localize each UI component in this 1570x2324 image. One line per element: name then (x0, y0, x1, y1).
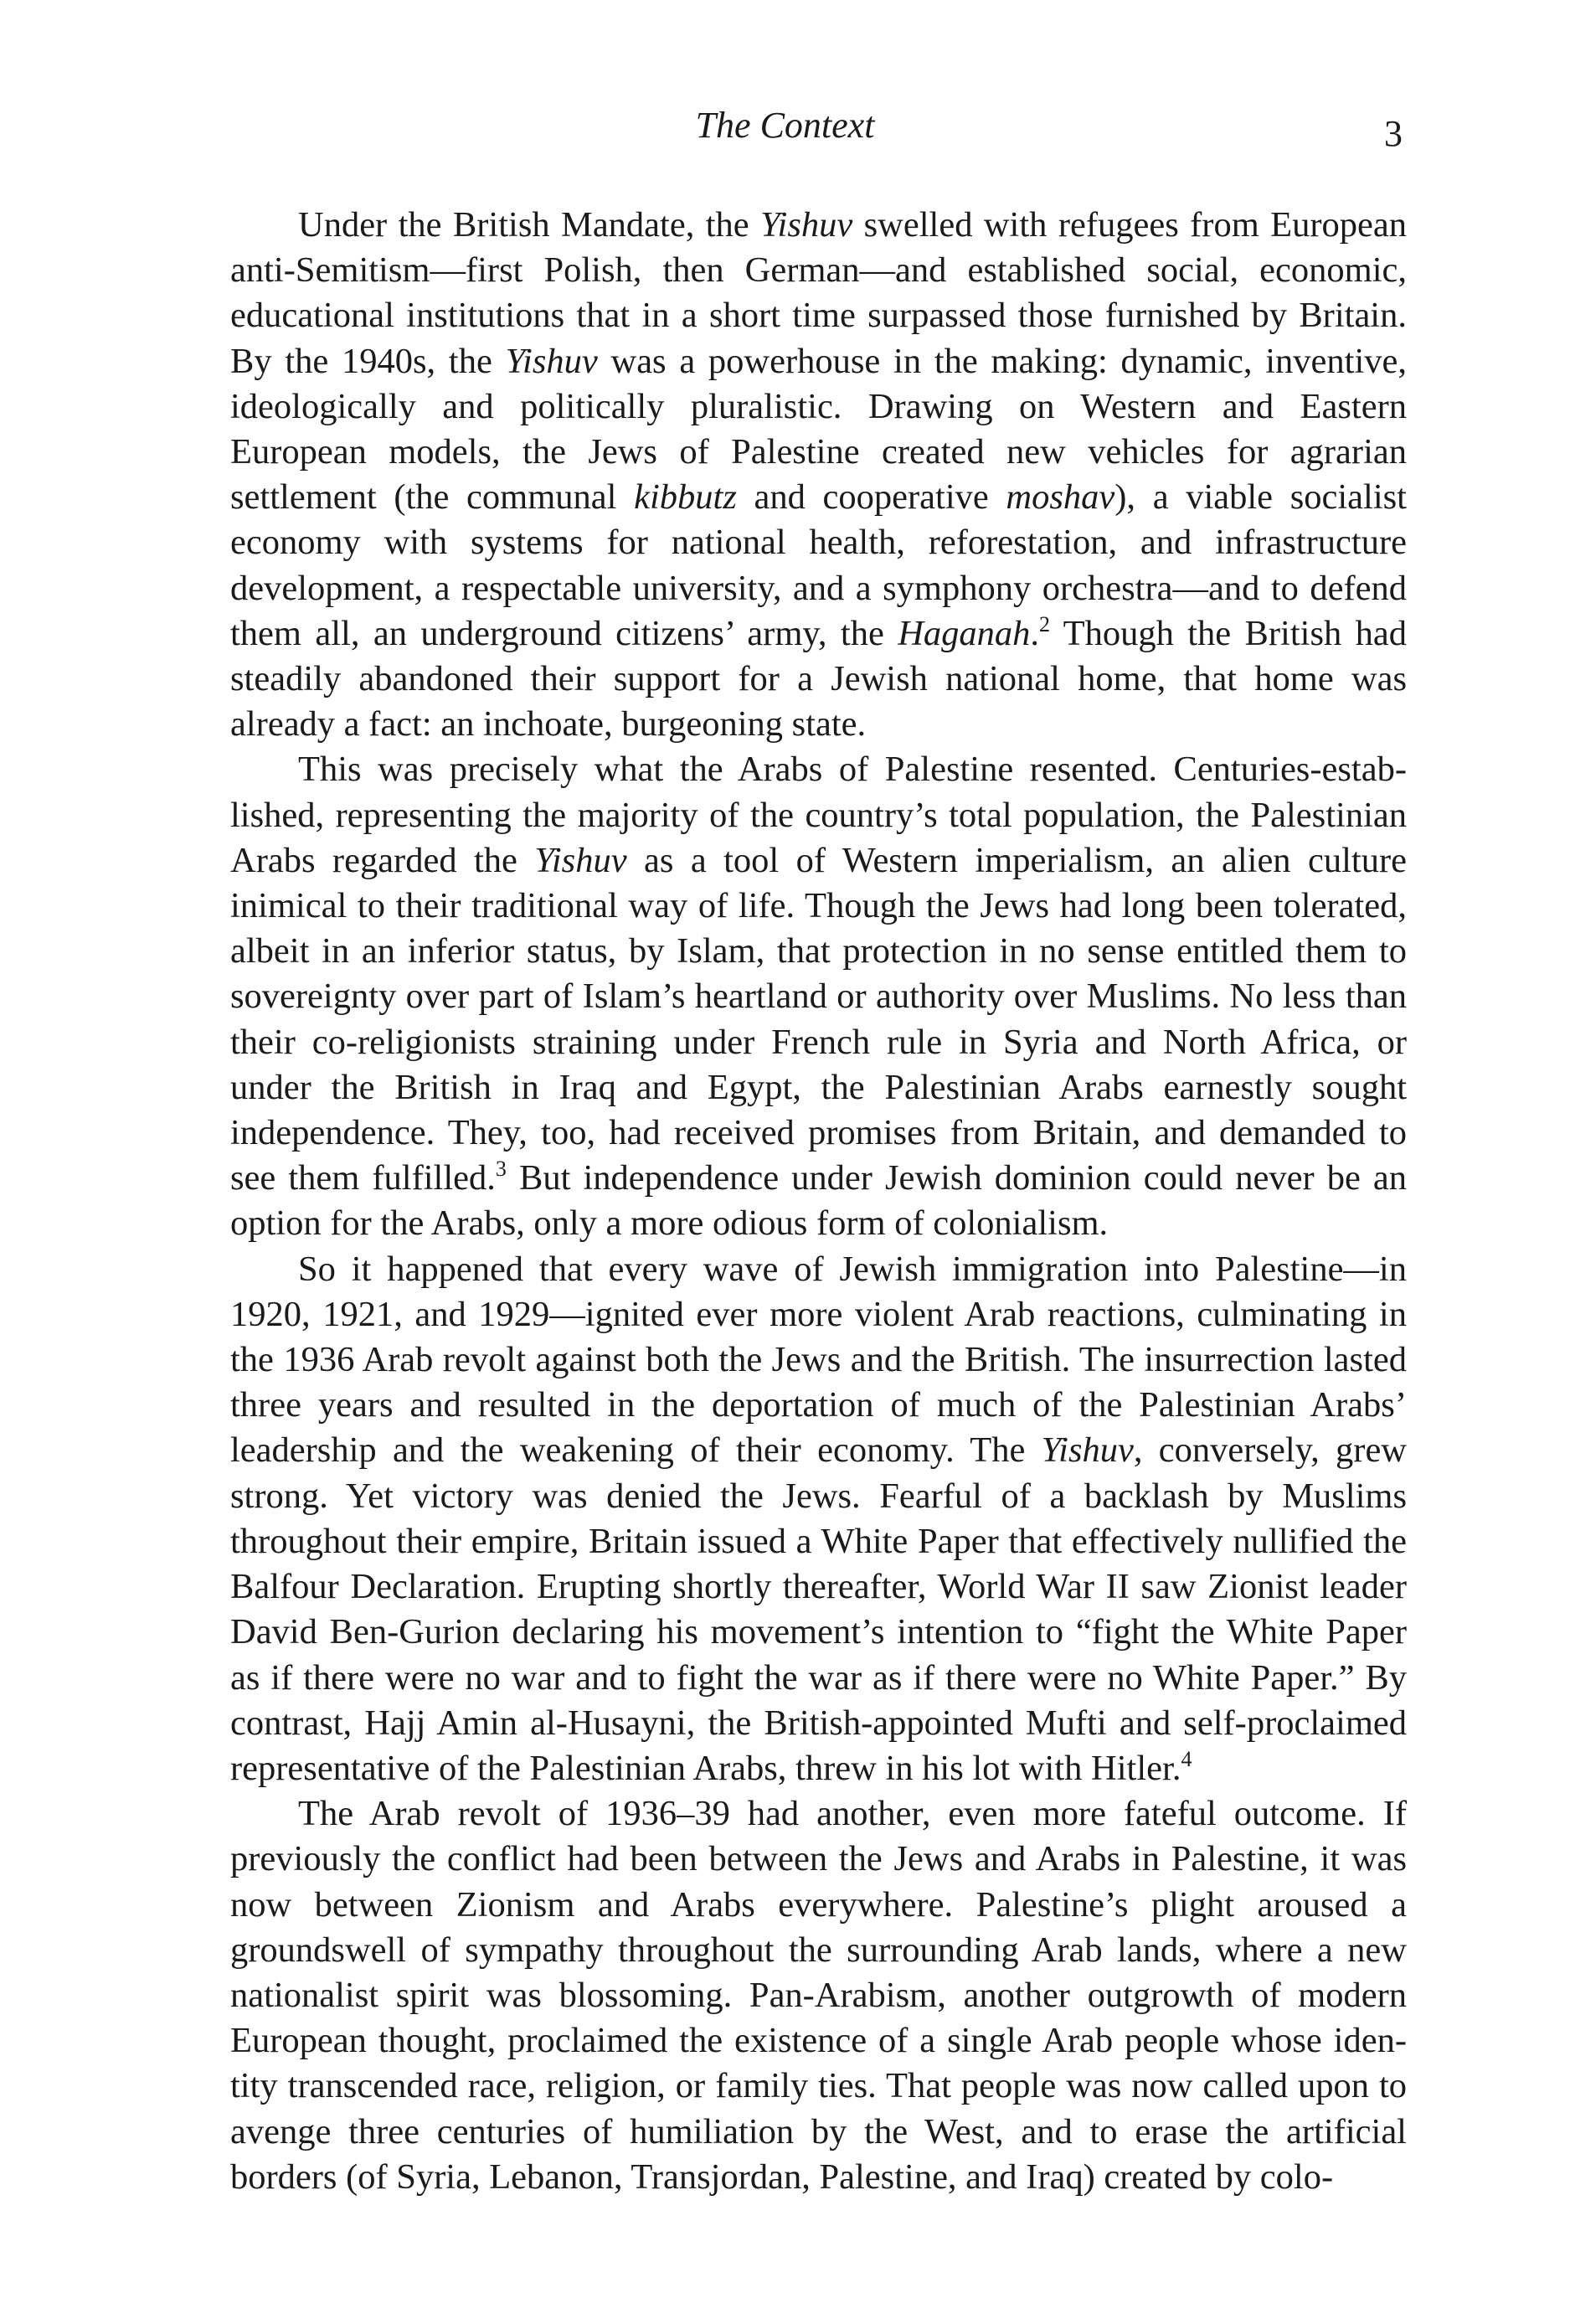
text-run: This was precisely what the Arabs of Palestine resented. Centuries-established, representing the majority of the country’s total population, the Palestinian Arabs regarded the (230, 750, 1407, 880)
footnote-marker: 3 (495, 1157, 507, 1182)
text-run: ), a viable socialist economy with systems for national health, reforestation, and infrastructure development, a respectable university, and a symphony orchestra—and to defend them all, an underground citizens’ army, the (230, 477, 1407, 653)
footnote-marker: 4 (1181, 1746, 1192, 1771)
text-run: , conversely, grew strong. Yet victory was denied the Jews. Fearful of a backlash by Muslims throughout their empire, Britain issued a White Paper that effectively nullified the Balfour Declaration. Erupting shortly thereafter, World War II saw Zionist leader David Ben-Gurion declaring his movement’s intention to “fight the White Paper as if there were no war and to fight the war as if there were no White Paper.” By contrast, Hajj Amin al-Husayni, the British-appointed Mufti and self-proclaimed representative of the Palestinian Arabs, threw in his lot with Hitler. (230, 1430, 1407, 1788)
text-run: The Arab revolt of 1936–39 had another, even more fateful outcome. If previously the conflict had been between the Jews and Arabs in Palestine, it was now between Zionism and Arabs everywhere. Palestine’s plight aroused a groundswell of sympathy throughout the surrounding Arab lands, where a new nationalist spirit was blossoming. Pan-Arabism, another outgrowth of modern European thought, proclaimed the existence of a single Arab people whose identity transcended race, religion, or family ties. That people was now called upon to avenge three centuries of humiliation by the West, and to erase the artificial borders (of Syria, Lebanon, Transjordan, Palestine, and Iraq) created by colo- (230, 1794, 1407, 2197)
text-run: So it happened that every wave of Jewish immigration into Palestine—in 1920, 1921, and 1929—ignited ever more violent Arab reactions, culminating in the 1936 Arab revolt against both the Jews and the British. The insurrection lasted three years and resulted in the deportation of much of the Palestinian Arabs’ leadership and the weakening of their economy. The (230, 1249, 1407, 1471)
text-run: and cooperative (736, 477, 1006, 518)
italic-term: Yishuv (505, 341, 598, 381)
italic-term: Yishuv (534, 840, 627, 880)
text-run: Though the British had steadily abandoned their support for a Jewish national home, that home was already a fact: an inchoate, burgeoning state. (230, 613, 1407, 745)
text-run: swelled with refugees from European anti-Semitism—first Polish, then German—and established social, economic, educational institutions that in a short time surpassed those furnished by Britain. By the 1940s, the (230, 205, 1407, 381)
italic-term: Haganah (898, 613, 1031, 653)
paragraph-1 (230, 203, 1407, 747)
italic-term: kibbutz (634, 477, 737, 518)
page-number: 3 (1384, 113, 1403, 154)
text-run: But independence under Jewish dominion could never be an option for the Arabs, only a more odious form of colonialism. (230, 1158, 1407, 1244)
paragraph-2 (230, 747, 1407, 1246)
footnote-marker: 2 (1039, 611, 1051, 636)
text-run: was a powerhouse in the making: dynamic, inventive, ideologically and politically pluralistic. Drawing on Western and Eastern European models, the Jews of Palestine created new vehicles for agrarian settlement (the communal (230, 341, 1407, 518)
italic-term: moshav (1006, 477, 1115, 518)
running-head: The Context (695, 105, 875, 146)
italic-term: Yishuv (1041, 1430, 1134, 1471)
italic-term: Yishuv (760, 205, 853, 245)
paragraph-4 (230, 1791, 1407, 2200)
text-run: . (1030, 613, 1040, 653)
paragraph-3 (230, 1247, 1407, 1791)
text-run: Under the British Mandate, the (298, 205, 761, 245)
text-run: as a tool of Western imperialism, an alien culture inimical to their traditional way of life. Though the Jews had long been tolerated, albeit in an inferior status, by Islam, that protection in no sense entitled them to sovereignty over part of Islam’s heartland or authority over Muslims. No less than their co-religionists straining under French rule in Syria and North Africa, or under the British in Iraq and Egypt, the Palestinian Arabs earnestly sought independence. They, too, had received promises from Britain, and demanded to see them fulfilled. (230, 840, 1407, 1198)
body-text (230, 203, 1407, 2200)
